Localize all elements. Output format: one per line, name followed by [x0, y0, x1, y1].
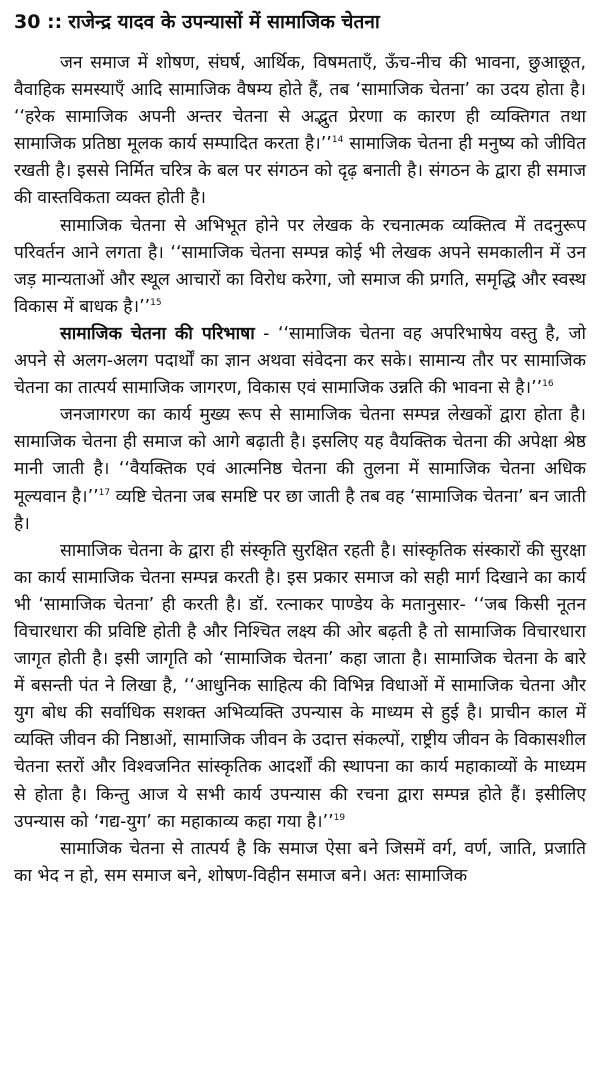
- paragraph-text: सामाजिक चेतना ही मनुष्य को जीवित रखती है। इससे निर्मित चरित्र के बल पर संगठन को दृढ़ बनाती है। संगठन के द्वारा ही समाज की वास्तविकता व्यक्त होती है।: [14, 134, 586, 209]
- chapter-title: राजेन्द्र यादव के उपन्यासों में सामाजिक चेतना: [68, 11, 380, 33]
- paragraph-text: जनजागरण का कार्य मुख्य रूप से सामाजिक चेतना सम्पन्न लेखकों द्वारा होता है। सामाजिक चेतना ही समाज को आगे बढ़ाती है। इसलिए यह वैयक्तिक चेतना की अपेक्षा श्रेष्ठ मानी जाती है। ‘‘वैयक्तिक एवं आत्मनिष्ठ चेतना की तुलना में सामाजिक चेतना अधिक मूल्यवान है।’’: [14, 405, 586, 507]
- paragraph: [14, 402, 586, 537]
- paragraph-text: जन समाज में शोषण, संघर्ष, आर्थिक, विषमताएँ, ऊँच-नीच की भावना, छुआछूत, वैवाहिक समस्याएँ आदि सामाजिक वैषम्य होते हैं, तब ‘सामाजिक चेतना’ का उदय होता है। ‘‘हरेक सामाजिक अपनी अन्तर चेतना से अद्भुत प्रेरणा क कारण ही व्यक्तिगत तथा सामाजिक प्रतिष्ठा मूलक कार्य सम्पादित करता है।’’: [14, 53, 586, 155]
- paragraph-text: सामाजिक चेतना से तात्पर्य है कि समाज ऐसा बने जिसमें वर्ग, वर्ण, जाति, प्रजाति का भेद न हो, सम समाज बने, शोषण-विहीन समाज बने। अतः सामाजिक: [14, 838, 586, 886]
- running-header: [14, 8, 586, 36]
- body-text: [14, 50, 586, 890]
- paragraph-text: - ‘‘सामाजिक चेतना वह अपरिभाषेय वस्तु है, जो अपने से अलग-अलग पदार्थों का ज्ञान अथवा संवेदना कर सके। सामान्य तौर पर सामाजिक चेतना का तात्पर्य सामाजिक जागरण, विकास एवं सामाजिक उन्नति की भावना से है।’’: [14, 323, 586, 399]
- paragraph-text: सामाजिक चेतना के द्वारा ही संस्कृति सुरक्षित रहती है। सांस्कृतिक संस्कारों की सुरक्षा का कार्य सामाजिक चेतना सम्पन्न करती है। इस प्रकार समाज को सही मार्ग दिखाने का कार्य भी ‘सामाजिक चेतना’ ही करती है। डॉ. रत्नाकर पाण्डेय के मतानुसार- ‘‘जब किसी नूतन विचारधारा की प्रविष्टि होती है और निश्चित लक्ष्य की ओर बढ़ती है तो सामाजिक विचारधारा जागृत होती है। इसी जागृति को ‘सामाजिक चेतना’ कहा जाता है। सामाजिक चेतना के बारे में बसन्ती पंत ने लिखा है, ‘‘आधुनिक साहित्य की विभिन्न विधाओं में सामाजिक चेतना और युग बोध की सर्वाधिक सशक्त अभिव्यक्ति उपन्यास के माध्यम से हुई है। प्राचीन काल में व्यक्ति जीवन की निष्ठाओं, सामाजिक जीवन के उदात्त संकल्पों, राष्ट्रीय जीवन के विकासशील चेतना स्तरों और विश्वजनित सांस्कृतिक आदर्शों की स्थापना का कार्य महाकाव्यों के माध्यम से होता है। किन्तु आज ये सभी कार्य उपन्यास की रचना द्वारा सम्पन्न होते हैं। इसीलिए उपन्यास को ‘गद्य-युग’ का महाकाव्य कहा गया है।’’: [14, 540, 586, 832]
- footnote-ref: 14: [331, 135, 344, 146]
- section-heading: सामाजिक चेतना की परिभाषा: [60, 323, 255, 344]
- paragraph: [14, 213, 586, 321]
- footnote-ref: 17: [98, 487, 111, 498]
- paragraph: [14, 321, 586, 402]
- paragraph: [14, 50, 586, 213]
- paragraph: [14, 836, 586, 890]
- footnote-ref: 15: [150, 298, 162, 309]
- paragraph-text: सामाजिक चेतना से अभिभूत होने पर लेखक के रचनात्मक व्यक्तित्व में तदनुरूप परिवर्तन आने लगता है। ‘‘सामाजिक चेतना सम्पन्न कोई भी लेखक अपने समकालीन में उन जड़ मान्यताओं और स्थूल आचारों का विरोध करेगा, जो समाज की प्रगति, समृद्धि और स्वस्थ विकास में बाधक है।’’: [14, 215, 586, 317]
- footnote-ref: 16: [542, 379, 554, 390]
- paragraph-text: व्यष्टि चेतना जब समष्टि पर छा जाती है तब वह ‘सामाजिक चेतना’ बन जाती है।: [14, 486, 586, 534]
- page-number: 30 ::: [14, 11, 63, 33]
- paragraph: [14, 538, 586, 836]
- footnote-ref: 19: [333, 812, 346, 823]
